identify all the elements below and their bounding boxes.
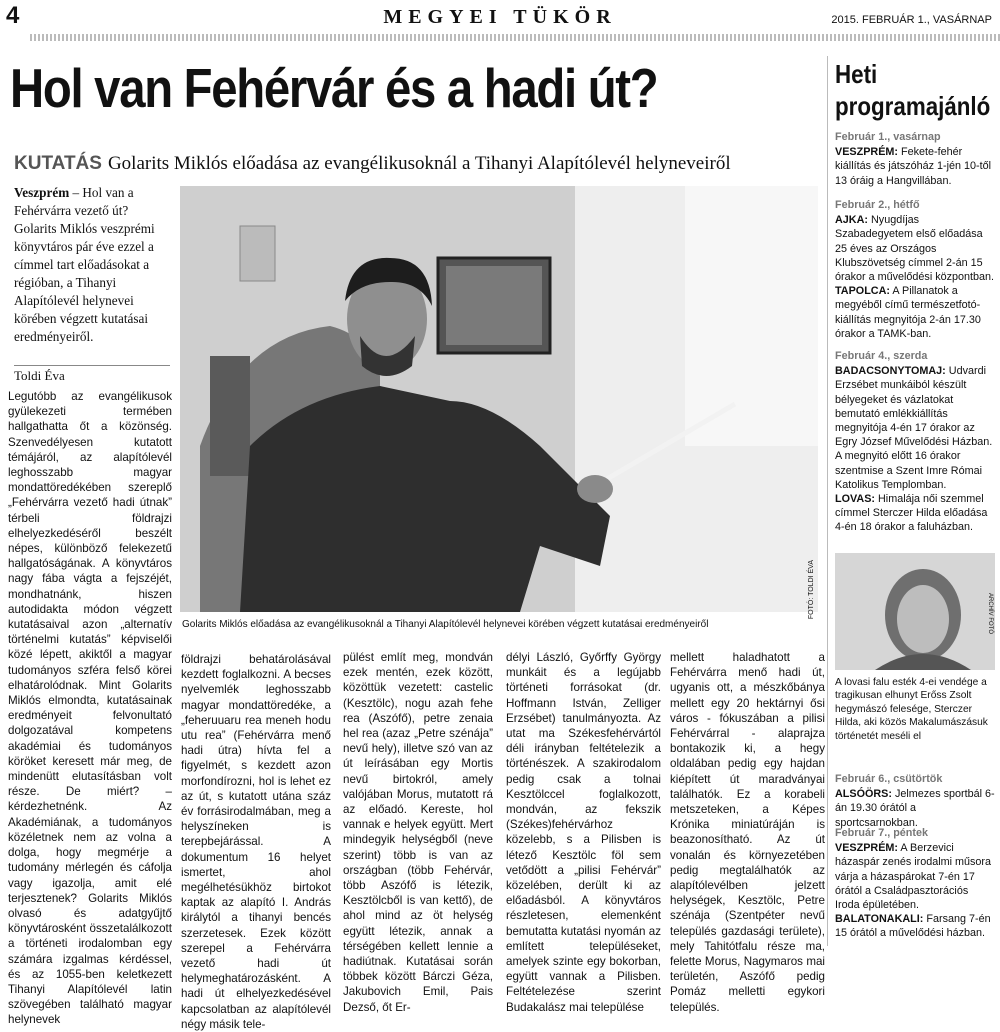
program-day bbox=[835, 198, 995, 341]
program-text: Farsang 7-én 15 órától a művelődési házban. bbox=[835, 913, 991, 940]
program-day-label: Február 7., péntek bbox=[835, 827, 929, 839]
program-place: VESZPRÉM: bbox=[835, 842, 898, 855]
body-text-3: pülést említ meg, mondván ezek mentén, ezek között, közöttük vezetett: castelic (Kesztölc), nogu azah fehe rea (Aszófő), petre zenaia hel rea (azaz „Petre szénája” nevű hely), illetve szó van az út leírásában egy Mortis nevű birtokról, amely valójában Morus, mutatott rá az előadó. Kereste, hol vannak e helyek együtt. Mert mindegyik helységből (neve szerint) több is van az országban (több Fehérvár, több Aszófő is létezik, Kesztölcből is van kettő), de ahol mind az öt helység együtt létezik, annak a térségében kellett lennie a hadiútnak. Kutatásai során többek között Bárczi Géza, Jakubovich Emil, Pais Dezső, őt Er- bbox=[343, 651, 493, 1014]
program-text: Himalája női szemmel címmel Sterczer Hilda előadása 4-én 18 órakor a faluházban. bbox=[835, 493, 988, 534]
sidebar-title: Heti programajánló bbox=[835, 59, 991, 121]
sidebar-photo bbox=[835, 553, 995, 670]
body-text-1: Legutóbb az evangélikusok gyülekezeti termében hallgathatta őt a közönség. Szenvedélyesen kutatott témájáról, az alapítólevél leghosszabb magyar mondattöredékében szereplő „Fehérvárra vezető hadi útnak” térbeli földrajzi elhelyezkedéséről beszélt népes, különböző felekezetű hallgatóságának. A könyvtáros nagy fába vágta a fejszéjét, mondhatnánk, hiszen autodidakta módon végzett kutatásaival azon „alternatív történelmi kutatás” képviselői közé lépett, akiktől a magyar tudományos szféra felső körei elhatárolódnak. Mint Golarits Miklós elmondta, kutatásainak eredményeit felvonultató dolgozatával kompetens akadémiai és tudományos köröket keresett már meg, de mindenütt elutasításban volt része. De miért? – kérdezhetnénk. Az Akadémiának, a tudományos közéletnek nem az volna a dolga, hogy megmérje a tudomány mérlegén és cáfolja vagy igazolja, amit elé terjesztenek? Golarits Miklós olvasó és adatgyűjtő könyvtárosként összetalálkozott a történeti irodalomban egy számára izgalmas kérdéssel, és az 1055-ben keletkezett Tihanyi Alapítólevél latin szövegében található magyar helynevek bbox=[8, 390, 172, 1027]
program-place: LOVAS: bbox=[835, 493, 875, 506]
sidebar-photo-caption: A lovasi falu esték 4-ei vendége a tragikusan elhunyt Erőss Zsolt hegymászó felesége, Sterczer Hilda, aki közös Makalumászásuk történetét meséli el bbox=[835, 677, 988, 742]
program-item bbox=[835, 492, 995, 535]
section-title: MEGYEI TÜKÖR bbox=[383, 6, 617, 28]
program-day-label: Február 2., hétfő bbox=[835, 199, 920, 211]
program-item bbox=[835, 213, 995, 284]
program-place: BALATONAKALI: bbox=[835, 913, 924, 926]
program-place: AJKA: bbox=[835, 214, 868, 227]
program-text: Udvardi Erzsébet munkáiból készült bélyegeket és vázlatokat bemutató emlékkiállítás megnyitója 4-én 17 órakor az Egry József Művelődési Házban. A megnyitó előtt 16 órakor szentmise a Szent Imre Római Katolikus Templomban. bbox=[835, 365, 993, 491]
kicker-tag: KUTATÁS bbox=[14, 153, 102, 174]
body-column-1 bbox=[8, 389, 172, 1028]
lead-paragraph bbox=[14, 184, 170, 346]
program-item bbox=[835, 912, 995, 940]
body-column-4 bbox=[506, 650, 661, 1015]
body-column-2 bbox=[181, 652, 331, 1032]
sidebar-photo-credit: ARCHÍV FOTÓ bbox=[987, 593, 993, 635]
byline: Toldi Éva bbox=[14, 365, 170, 384]
body-text-5: mellett haladhatott a Fehérvárra menő hadi út, ugyanis ott, a mészkőbánya mellett egy 20 hektárnyi ősi város - fókuszában a pilisi Fehérvárral - alaprajza bontakozik ki, a hegy oldalában pedig egy hajdan kiépített út maradványai találhatók. Ez a korabeli metszeteken, a Képes Krónika miniatúráján is beazonosítható. Az út vonalán és környezetében pedig megtalálhatók az alapítólevélben jelzett helységek, Kesztölc, Petre szénája (Szentpéter nevű település gazdasági területe), mely Tahitótfalu része ma, felette Morus, Nagymaros mai területén, Aszófő pedig Pomáz melletti egykori település. bbox=[670, 651, 825, 1014]
photo-caption: Golarits Miklós előadása az evangélikusoknál a Tihanyi Alapítólevél helynevei körében végzett kutatásai eredményeiről bbox=[182, 619, 709, 630]
body-column-5 bbox=[670, 650, 825, 1015]
program-day-label: Február 4., szerda bbox=[835, 350, 928, 362]
program-text: A Pillanatok a megyéből című természetfotó-kiállítás megnyitója 2-án 17.30 órakor a TAMK-ban. bbox=[835, 285, 981, 340]
program-day bbox=[835, 130, 995, 188]
program-day bbox=[835, 826, 995, 941]
page-number: 4 bbox=[6, 2, 20, 29]
photo-illustration bbox=[180, 186, 818, 612]
body-text-2: földrajzi behatárolásával kezdett foglalkozni. A becses nyelvemlék leghosszabb magyar mondattöredéke, a „feheruuaru rea meneh hodu utu rea” (Fehérvárra menő hadi útra) hívta fel a figyelmét, s kezdett azon morfondírozni, hol is lehet ez az út, s kutatott utána száz év forrásirodalmában, meg a helyszíneken is terepbejárással. A dokumentum 16 helyet ismertet, ahol megélhetésükhöz birtokot kaptak az alapító I. András királytól a tihanyi bencés szerzetesek. Ezek között szerepel a Fehérvárra vezető hadi út helymeghatározásként. A hadi út elhelyezkedésével kapcsolatban az alapítólevél négy másik tele- bbox=[181, 653, 331, 1031]
program-text: Fekete-fehér kiállítás és játszóház 1-jén 10-től 13 óráig a Hangvillában. bbox=[835, 146, 992, 187]
headline: Hol van Fehérvár és a hadi út? bbox=[10, 57, 658, 119]
program-place: ALSÓÖRS: bbox=[835, 788, 892, 801]
program-day-label: Február 6., csütörtök bbox=[835, 773, 943, 785]
body-column-3 bbox=[343, 650, 493, 1015]
kicker-text: Golarits Miklós előadása az evangélikusoknál a Tihanyi Alapítólevél helyneveiről bbox=[107, 153, 731, 174]
issue-date: 2015. FEBRUÁR 1., VASÁRNAP bbox=[831, 14, 992, 26]
program-day-label: Február 1., vasárnap bbox=[835, 131, 941, 143]
lead-place: Veszprém bbox=[14, 185, 70, 200]
kicker bbox=[14, 153, 731, 175]
program-place: TAPOLCA: bbox=[835, 285, 890, 298]
program-place: VESZPRÉM: bbox=[835, 146, 898, 159]
program-item bbox=[835, 841, 995, 912]
portrait-illustration bbox=[835, 553, 995, 670]
article-photo bbox=[180, 186, 818, 612]
body-text-4: délyi László, Győrffy György munkáit és a legújabb történeti forrásokat (dr. Hoffmann István, Zelliger Erzsébet) tanulmányozta. Az utat ma Székesfehérvártól déli irányban feltételezik a történészek. A szakirodalom pedig csak a tolnai Kesztölccel foglalkozott, mondván, az fekszik (Székes)fehérvárhoz közelebb, s a Pilisben is létező Kesztölc föl sem vetődött a „pilisi Fehérvár” közelében, derült ki az előadásból. A könyvtáros részletesen, elemenként bemutatta kutatási nyomán az említett településeket, amelyek szinte egy bokorban, együtt vannak a Pilisben. Feltételezése szerint Budakalász mai települése bbox=[506, 651, 661, 1014]
program-day bbox=[835, 772, 995, 830]
lead-text: – Hol van a Fehérvárra vezető út? Golarits Miklós veszprémi könyvtáros pár éve ezzel a címmel tart előadásokat a régióban, a Tihanyi Alapítólevél helynevei körében végzett kutatásai eredményeiről. bbox=[14, 185, 155, 344]
program-day bbox=[835, 349, 995, 535]
photo-credit: FOTÓ: TOLDI ÉVA bbox=[808, 560, 815, 620]
program-item bbox=[835, 364, 995, 492]
sidebar-divider bbox=[827, 56, 828, 946]
program-item bbox=[835, 145, 995, 188]
header-rule bbox=[30, 34, 1000, 41]
program-item bbox=[835, 284, 995, 341]
program-text: A Berzevici házaspár zenés irodalmi műsora várja a házaspárokat 7-én 17 órától a Családpasztorációs Iroda épületében. bbox=[835, 842, 992, 912]
program-text: Nyugdíjas Szabadegyetem első előadása 25 éves az Országos Klubszövetség címmel 2-án 15 órakor a művelődési központban. bbox=[835, 214, 995, 284]
program-item bbox=[835, 787, 995, 830]
program-text: Jelmezes sportbál 6-án 19.30 órától a sportcsarnokban. bbox=[835, 788, 995, 829]
program-place: BADACSONYTOMAJ: bbox=[835, 365, 946, 378]
